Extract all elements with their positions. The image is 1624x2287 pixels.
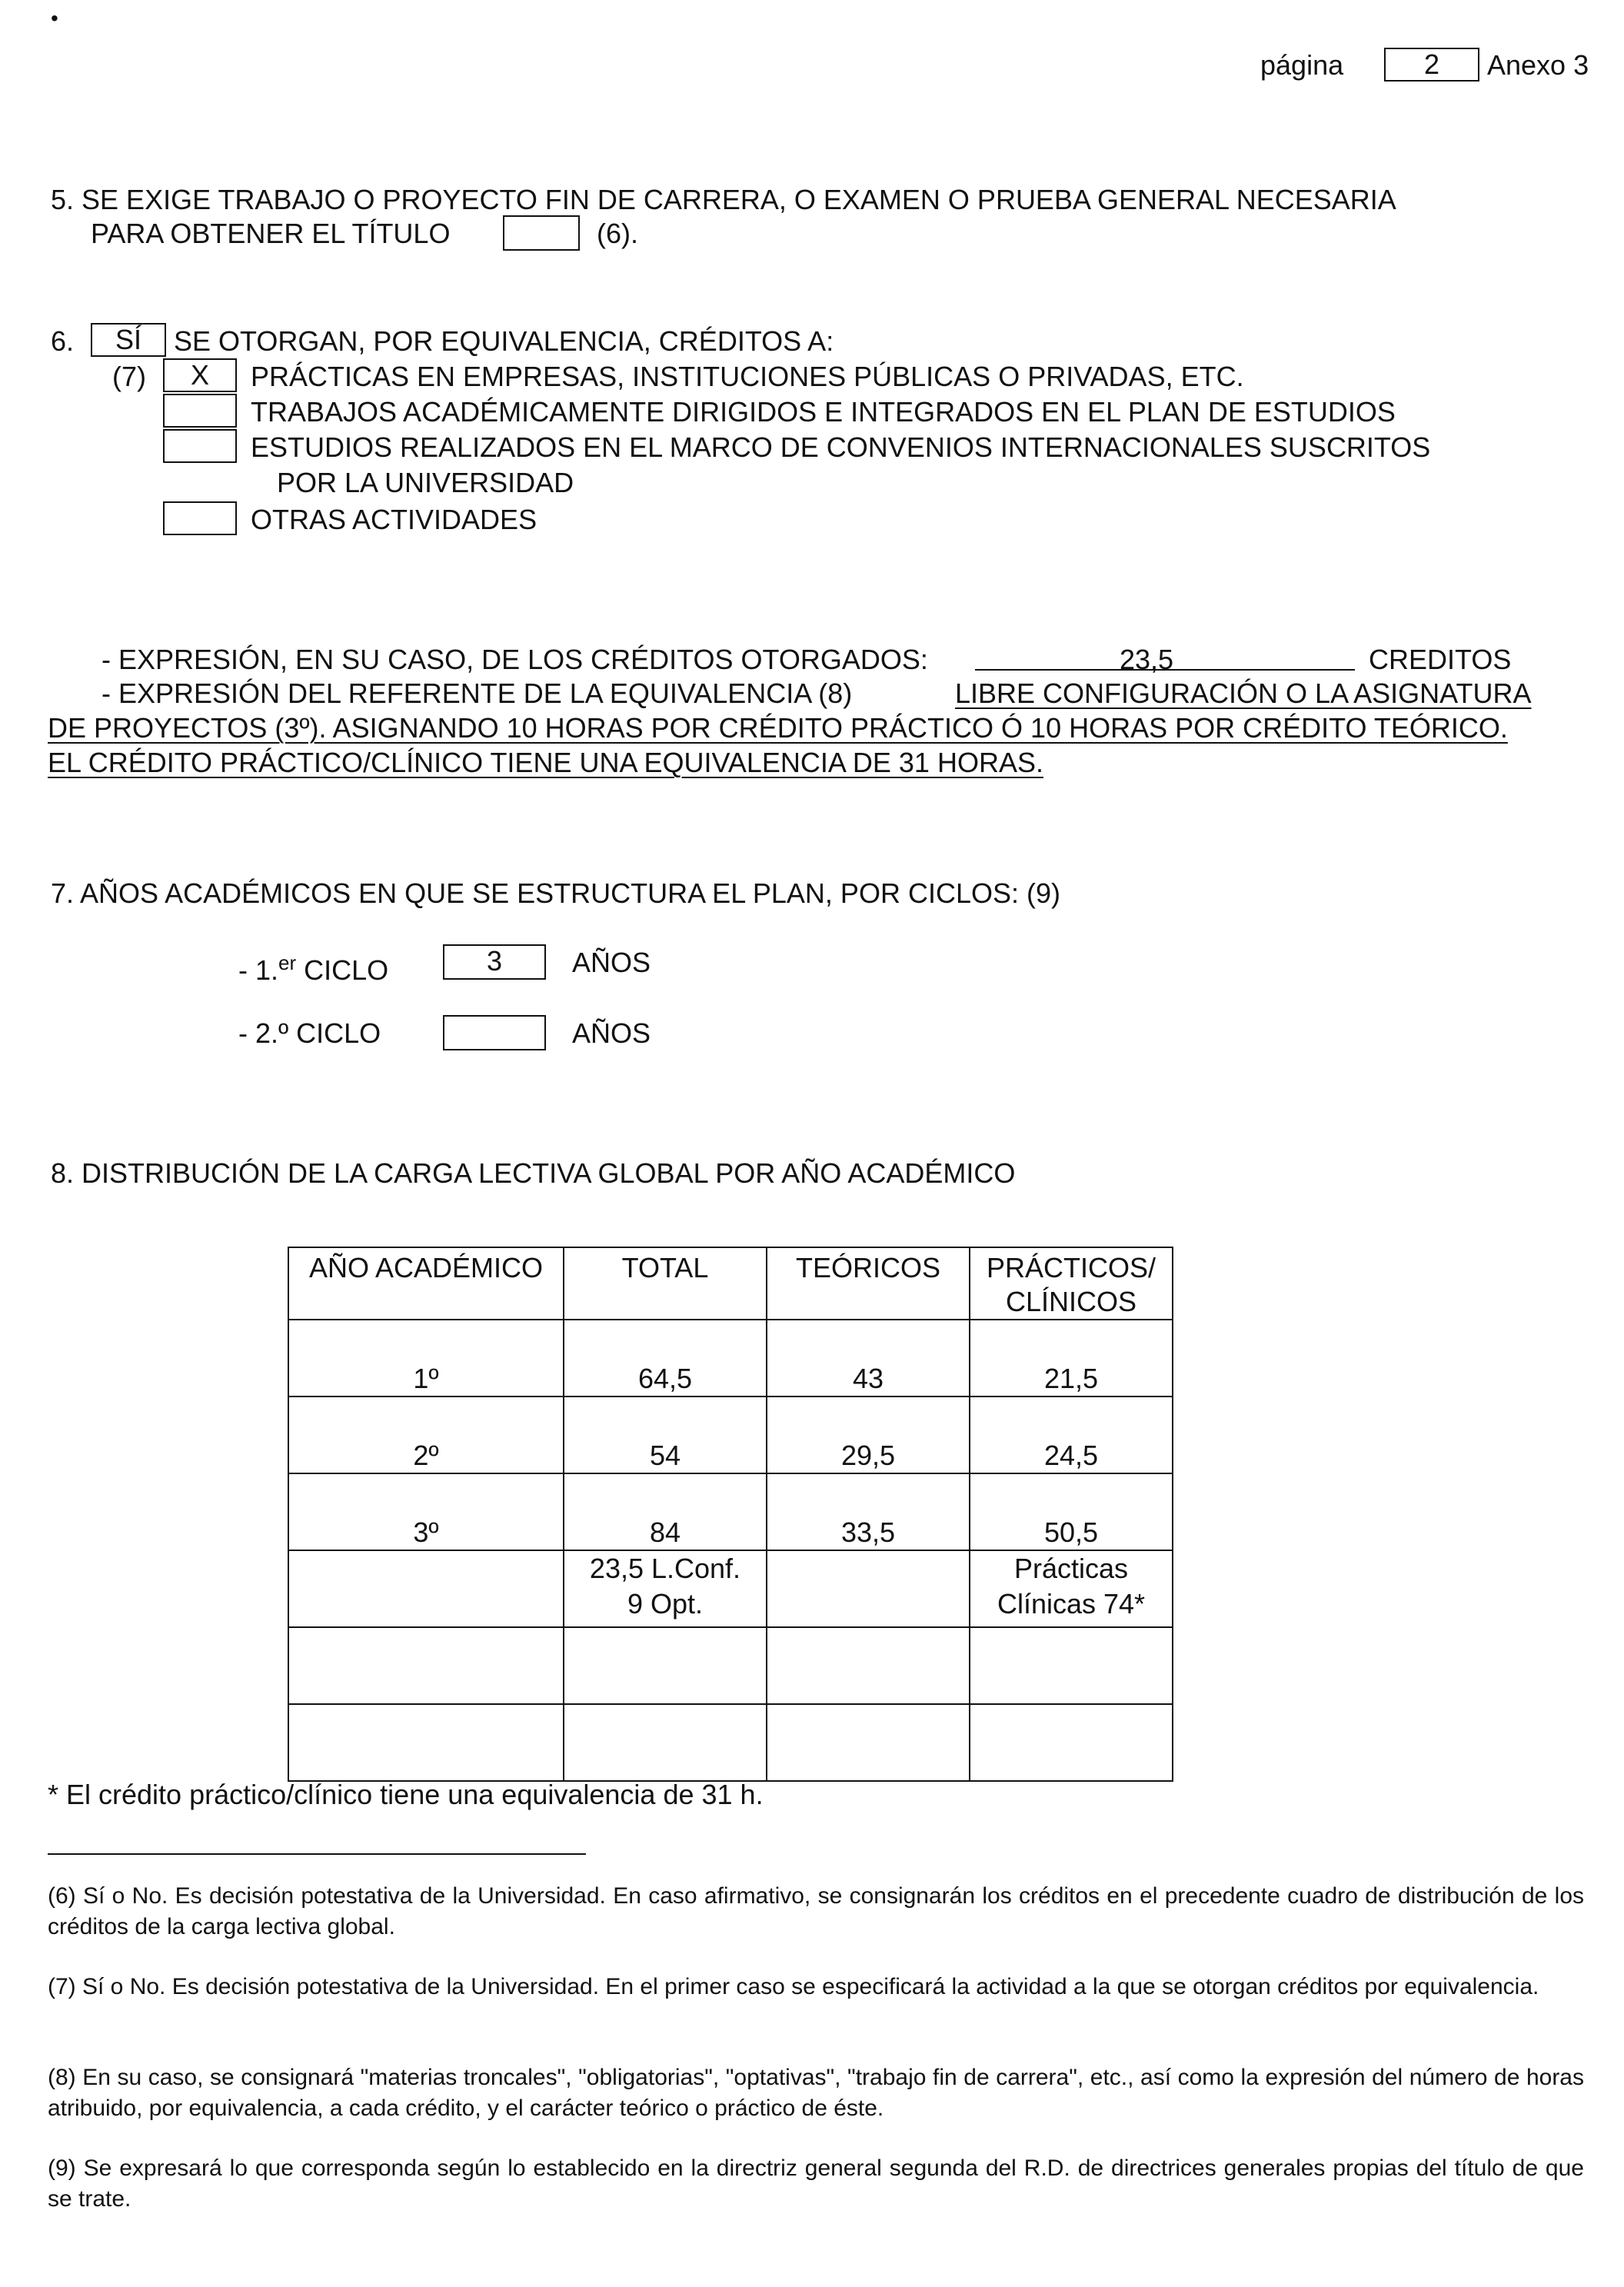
reference-value-1: LIBRE CONFIGURACIÓN O LA ASIGNATURA bbox=[955, 677, 1532, 709]
table-note: * El crédito práctico/clínico tiene una equivalencia de 31 h. bbox=[48, 1779, 764, 1810]
cycle1-years-label: AÑOS bbox=[572, 947, 651, 978]
credits-value: 23,5 bbox=[1120, 644, 1174, 675]
option-box-trabajos bbox=[163, 394, 237, 428]
reference-value-3: EL CRÉDITO PRÁCTICO/CLÍNICO TIENE UNA EQUIVALENCIA DE 31 HORAS. bbox=[48, 747, 1043, 778]
table-cell bbox=[288, 1550, 564, 1627]
table-cell: 3º bbox=[288, 1473, 564, 1550]
table-cell: 24,5 bbox=[970, 1397, 1173, 1473]
table-cell: 84 bbox=[564, 1473, 767, 1550]
table-row bbox=[288, 1550, 1173, 1627]
option-label-otras: OTRAS ACTIVIDADES bbox=[251, 504, 537, 535]
table-cell: 29,5 bbox=[767, 1397, 970, 1473]
cycle1-label: - 1.$^{er}$ CICLO bbox=[238, 951, 389, 986]
credit-distribution-table bbox=[288, 1247, 1173, 1782]
table-cell bbox=[970, 1627, 1173, 1704]
table-row bbox=[288, 1320, 1173, 1397]
table-row bbox=[288, 1397, 1173, 1473]
table-cell: 54 bbox=[564, 1397, 767, 1473]
option-label-convenios: ESTUDIOS REALIZADOS EN EL MARCO DE CONVENIOS INTERNACIONALES SUSCRITOS bbox=[251, 431, 1431, 463]
section5-answer-box bbox=[503, 215, 580, 251]
table-header-row bbox=[288, 1247, 1173, 1320]
table-cell bbox=[970, 1704, 1173, 1781]
page-number-box: 2 bbox=[1384, 48, 1479, 82]
option-box-practicas: X bbox=[163, 358, 237, 392]
section6-number: 6. bbox=[51, 325, 75, 357]
table-cell: 2º bbox=[288, 1397, 564, 1473]
option-box-otras bbox=[163, 501, 237, 535]
table-cell bbox=[564, 1627, 767, 1704]
footnote-separator bbox=[48, 1853, 586, 1855]
table-row bbox=[288, 1473, 1173, 1550]
header-cell-year: AÑO ACADÉMICO bbox=[288, 1247, 564, 1320]
table-cell bbox=[288, 1704, 564, 1781]
cycle2-years-box bbox=[443, 1015, 546, 1050]
reference-label: - EXPRESIÓN DEL REFERENTE DE LA EQUIVALENCIA (8) bbox=[102, 677, 853, 709]
footnote-7: (7) Sí o No. Es decisión potestativa de la Universidad. En el primer caso se especificará la actividad a la que se otorgan créditos por equivalencia. bbox=[48, 1974, 1539, 1999]
table-cell bbox=[767, 1627, 970, 1704]
page-label: página bbox=[1260, 49, 1344, 81]
section5-line2: PARA OBTENER EL TÍTULO bbox=[91, 218, 451, 249]
annex-label: Anexo 3 bbox=[1487, 49, 1589, 81]
footnote-8: (8) En su caso, se consignará "materias troncales", "obligatorias", "optativas", "trabajo fin de carrera", etc., así como la expresión del número de horas atribuido, por equivalencia, a cada crédito, y el carácter teórico o práctico de éste. bbox=[48, 2065, 1584, 2121]
table-cell: 50,5 bbox=[970, 1473, 1173, 1550]
table-row bbox=[288, 1704, 1173, 1781]
option-box-convenios bbox=[163, 429, 237, 463]
section5-note: (6). bbox=[597, 218, 638, 249]
header-cell-practicos: PRÁCTICOS/ CLÍNICOS bbox=[970, 1247, 1173, 1320]
section5-line1: 5. SE EXIGE TRABAJO O PROYECTO FIN DE CARRERA, O EXAMEN O PRUEBA GENERAL NECESARIA bbox=[51, 184, 1396, 215]
footnote-9: (9) Se expresará lo que corresponda según lo establecido en la directriz general segunda del R.D. de directrices generales propias del título de que se trate. bbox=[48, 2156, 1584, 2212]
table-cell: 23,5 L.Conf. 9 Opt. bbox=[564, 1550, 767, 1627]
cycle1-years-box: 3 bbox=[443, 944, 546, 980]
table-cell bbox=[288, 1627, 564, 1704]
reference-value-2: DE PROYECTOS (3º). ASIGNANDO 10 HORAS POR CRÉDITO PRÁCTICO Ó 10 HORAS POR CRÉDITO TEÓRICO. bbox=[48, 712, 1508, 744]
footnote-6: (6) Sí o No. Es decisión potestativa de la Universidad. En caso afirmativo, se consignarán los créditos en el precedente cuadro de distribución de los créditos de la carga lectiva global. bbox=[48, 1883, 1584, 1939]
table-cell: 21,5 bbox=[970, 1320, 1173, 1397]
table-cell: 64,5 bbox=[564, 1320, 767, 1397]
header-cell-teoricos: TEÓRICOS bbox=[767, 1247, 970, 1320]
table-cell: 33,5 bbox=[767, 1473, 970, 1550]
credits-label: - EXPRESIÓN, EN SU CASO, DE LOS CRÉDITOS OTORGADOS: bbox=[102, 644, 928, 675]
table-cell: Prácticas Clínicas 74* bbox=[970, 1550, 1173, 1627]
table-cell bbox=[767, 1550, 970, 1627]
table-cell: 1º bbox=[288, 1320, 564, 1397]
option-label-convenios-cont: POR LA UNIVERSIDAD bbox=[277, 467, 574, 498]
cycle2-years-label: AÑOS bbox=[572, 1017, 651, 1049]
section6-title: SE OTORGAN, POR EQUIVALENCIA, CRÉDITOS A: bbox=[174, 325, 834, 357]
section6-ref: (7) bbox=[112, 361, 146, 392]
credits-unit: CREDITOS bbox=[1369, 644, 1512, 675]
stray-mark: • bbox=[51, 6, 58, 30]
section8-title: 8. DISTRIBUCIÓN DE LA CARGA LECTIVA GLOBAL POR AÑO ACADÉMICO bbox=[51, 1157, 1016, 1189]
section7-title: 7. AÑOS ACADÉMICOS EN QUE SE ESTRUCTURA EL PLAN, POR CICLOS: (9) bbox=[51, 877, 1060, 909]
option-label-practicas: PRÁCTICAS EN EMPRESAS, INSTITUCIONES PÚBLICAS O PRIVADAS, ETC. bbox=[251, 361, 1244, 392]
cycle2-label: - 2.º CICLO bbox=[238, 1017, 381, 1049]
table-cell: 43 bbox=[767, 1320, 970, 1397]
option-label-trabajos: TRABAJOS ACADÉMICAMENTE DIRIGIDOS E INTEGRADOS EN EL PLAN DE ESTUDIOS bbox=[251, 396, 1396, 428]
table-row bbox=[288, 1627, 1173, 1704]
table-cell bbox=[564, 1704, 767, 1781]
table-cell bbox=[767, 1704, 970, 1781]
header-cell-total: TOTAL bbox=[564, 1247, 767, 1320]
section6-answer-box: SÍ bbox=[91, 323, 166, 357]
